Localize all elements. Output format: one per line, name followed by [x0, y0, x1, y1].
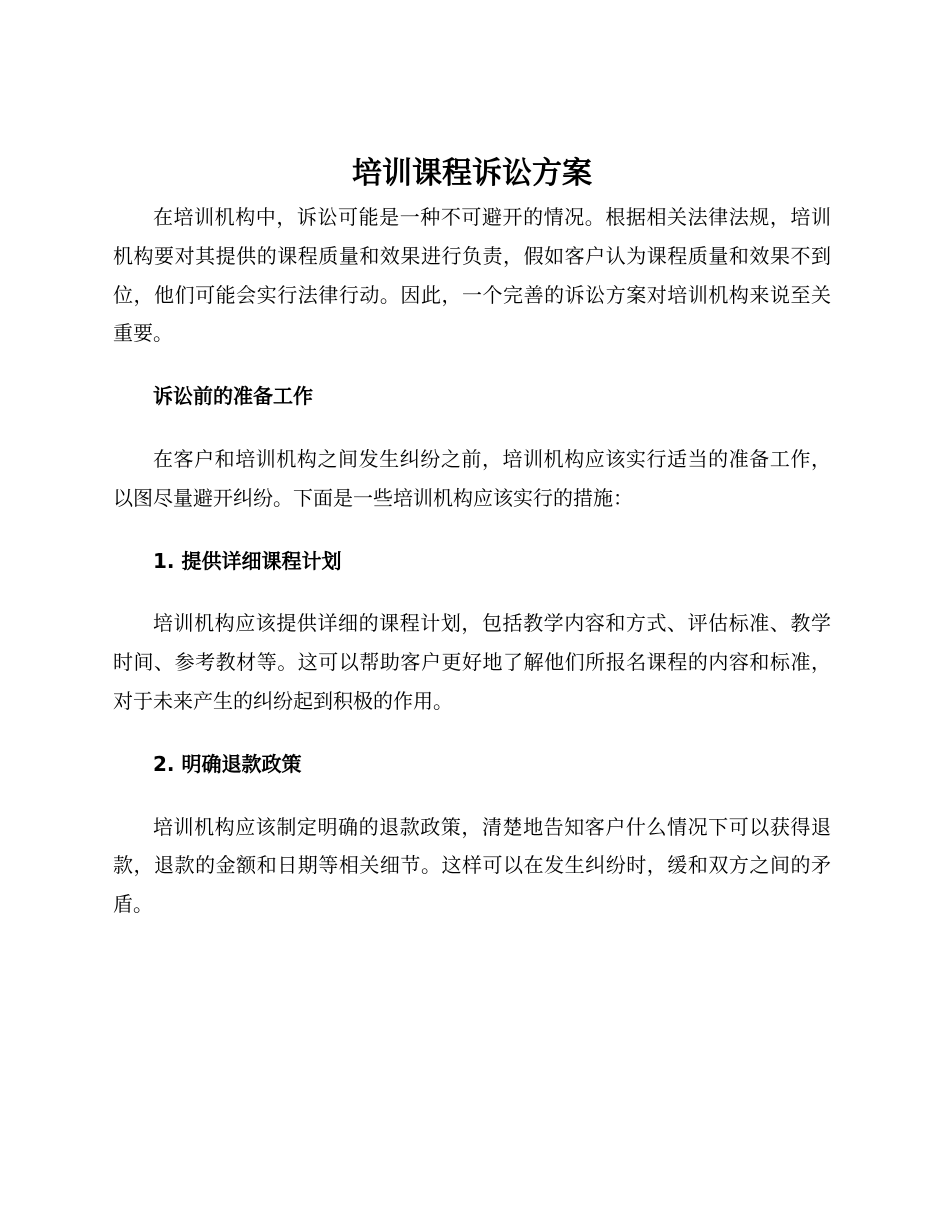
course-plan-paragraph: 培训机构应该提供详细的课程计划，包括教学内容和方式、评估标准、教学时间、参考教材等。这可以帮助客户更好地了解他们所报名课程的内容和标准，对于未来产生的纠纷起到积极的作用。	[113, 611, 831, 713]
spacer	[113, 721, 831, 745]
preparation-paragraph: 在客户和培训机构之间发生纠纷之前，培训机构应该实行适当的准备工作，以图尽量避开纠纷。下面是一些培训机构应该实行的措施：	[113, 446, 831, 510]
item-heading-course-plan: 1. 提供详细课程计划	[153, 548, 342, 573]
document-page	[113, 150, 831, 924]
refund-policy-paragraph: 培训机构应该制定明确的退款政策，清楚地告知客户什么情况下可以获得退款，退款的金额和日期等相关细节。这样可以在发生纠纷时，缓和双方之间的矛盾。	[113, 814, 831, 917]
spacer	[113, 580, 831, 604]
section-heading-preparation: 诉讼前的准备工作	[153, 384, 313, 409]
intro-paragraph: 在培训机构中，诉讼可能是一种不可避开的情况。根据相关法律法规，培训机构要对其提供的课程质量和效果进行负责，假如客户认为课程质量和效果不到位，他们可能会实行法律行动。因此，一个完善的诉讼方案对培训机构来说至关重要。	[113, 205, 831, 346]
spacer	[113, 784, 831, 808]
item-heading-refund-policy: 2. 明确退款政策	[153, 751, 302, 776]
spacer	[113, 353, 831, 377]
spacer	[113, 416, 831, 440]
spacer	[113, 518, 831, 542]
document-title: 培训课程诉讼方案	[352, 156, 592, 191]
